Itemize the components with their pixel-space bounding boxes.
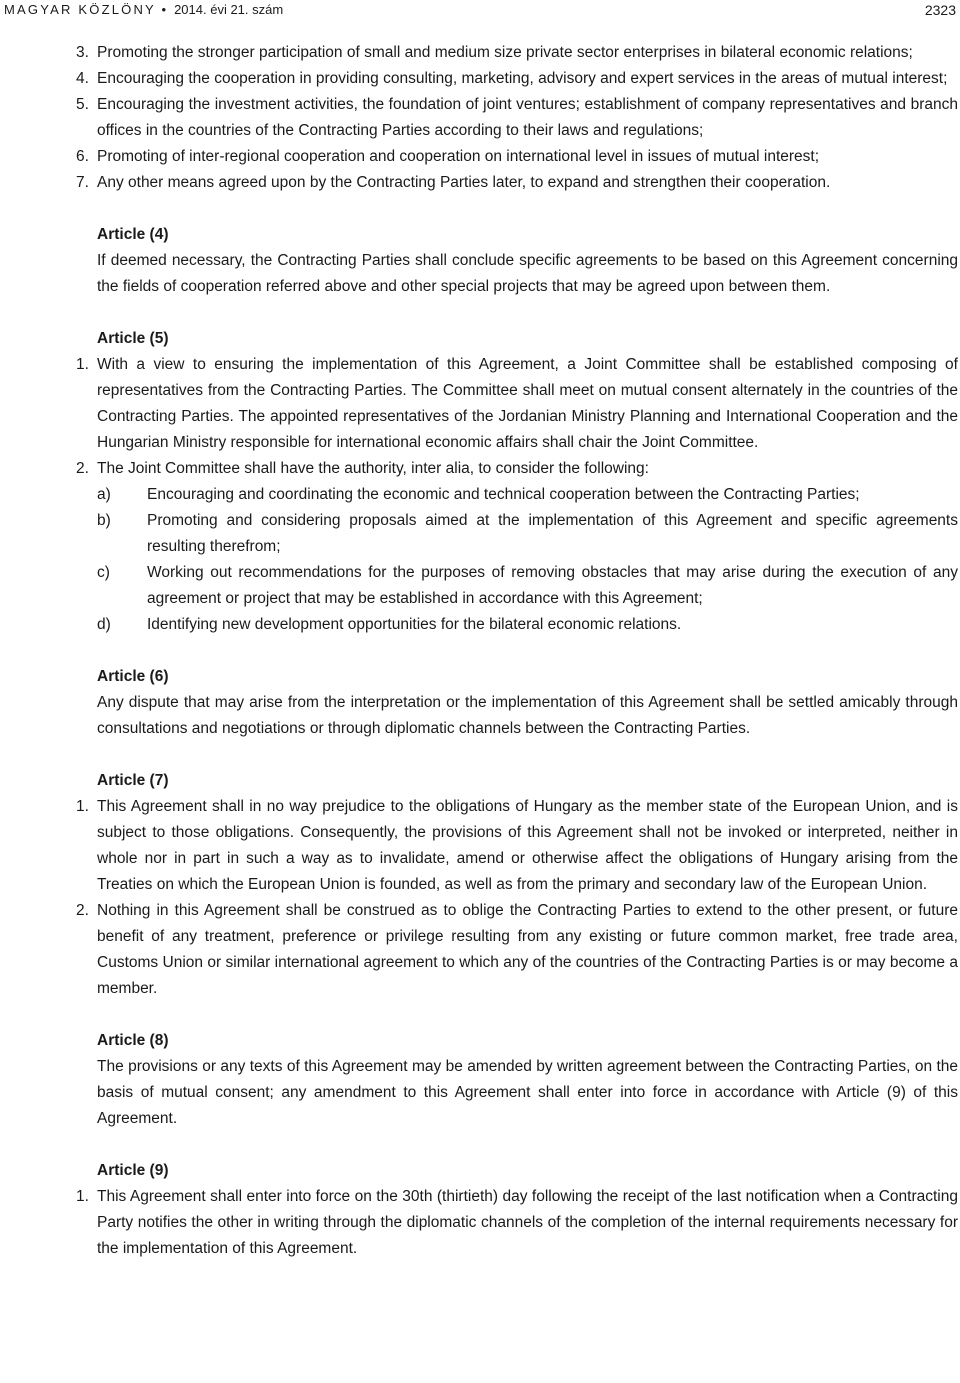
sub-item-text: Working out recommendations for the purposes of removing obstacles that may arise during the execution of any agreement or project that may be established in accordance with this Agreement;: [147, 564, 958, 607]
article-9: [0, 1158, 960, 1262]
item-text: This Agreement shall in no way prejudice to the obligations of Hungary as the member state of the European Union, and is subject to those obligations. Consequently, the provisions of this Agreement shall not be invoked or interpreted, neither in whole nor in part in such a way as to invalidate, amend or otherwise affect the obligations of Hungary arising from the Treaties on which the European Union is founded, as well as from the primary and secondary law of the European Union.: [97, 798, 958, 893]
article-6: [0, 664, 960, 742]
document-body: [0, 40, 960, 1262]
article-4: [0, 222, 960, 300]
item-number: 7.: [76, 174, 89, 191]
journal-title: MAGYAR KÖZLÖNY: [4, 2, 156, 17]
list-item: [0, 170, 960, 196]
item-text: Nothing in this Agreement shall be construed as to oblige the Contracting Parties to extend to the other present, or future benefit of any treatment, preference or privilege resulting from any existing or future common market, free trade area, Customs Union or similar international agreement to which any of the countries of the Contracting Parties is or may become a member.: [97, 902, 958, 997]
sub-item: [0, 508, 960, 560]
item-number: 2.: [76, 902, 89, 919]
sub-item-text: Identifying new development opportunities for the bilateral economic relations.: [147, 616, 682, 633]
article-heading: Article (7): [97, 772, 169, 789]
article-7: [0, 768, 960, 1002]
article-heading: Article (8): [97, 1032, 169, 1049]
item-number: 6.: [76, 148, 89, 165]
list-item: [0, 898, 960, 1002]
page-header: [0, 0, 960, 24]
issue-label: 2014. évi 21. szám: [174, 2, 284, 17]
cooperation-list: [0, 40, 960, 196]
item-text: Any other means agreed upon by the Contracting Parties later, to expand and strengthen their cooperation.: [97, 174, 831, 191]
sub-item: [0, 612, 960, 638]
sub-item-label: a): [97, 486, 111, 503]
item-text: Encouraging the investment activities, the foundation of joint ventures; establishment of company representatives and branch offices in the countries of the Contracting Parties according to their laws and regulations;: [97, 96, 958, 139]
list-item: [0, 1184, 960, 1262]
sub-item: [0, 482, 960, 508]
bullet-separator: •: [161, 2, 169, 17]
article-text: If deemed necessary, the Contracting Parties shall conclude specific agreements to be based on this Agreement concerning the fields of cooperation referred above and other special projects that may be agreed upon between them.: [97, 252, 958, 295]
article-5: [0, 326, 960, 638]
running-head: [4, 0, 283, 20]
list-item: [0, 66, 960, 92]
item-text: With a view to ensuring the implementation of this Agreement, a Joint Committee shall be established composing of representatives from the Contracting Parties. The Committee shall meet on mutual consent alternately in the countries of the Contracting Parties. The appointed representatives of the Jordanian Ministry Planning and International Cooperation and the Hungarian Ministry responsible for international economic affairs shall chair the Joint Committee.: [97, 356, 958, 451]
item-number: 3.: [76, 44, 89, 61]
item-text: Promoting of inter-regional cooperation and cooperation on international level in issues of mutual interest;: [97, 148, 820, 165]
article-heading: Article (4): [97, 226, 169, 243]
article-heading: Article (5): [97, 330, 169, 347]
item-number: 2.: [76, 460, 89, 477]
page-number: 2323: [924, 2, 956, 18]
list-item: [0, 456, 960, 482]
item-number: 5.: [76, 96, 89, 113]
sub-item-text: Encouraging and coordinating the economic and technical cooperation between the Contracting Parties;: [147, 486, 860, 503]
article-text: The provisions or any texts of this Agreement may be amended by written agreement between the Contracting Parties, on the basis of mutual consent; any amendment to this Agreement shall enter into force in accordance with Article (9) of this Agreement.: [97, 1058, 958, 1127]
list-item: [0, 40, 960, 66]
sub-item-label: c): [97, 564, 110, 581]
sub-item-label: d): [97, 616, 111, 633]
article-text: Any dispute that may arise from the interpretation or the implementation of this Agreement shall be settled amicably through consultations and negotiations or through diplomatic channels between the Contracting Parties.: [97, 694, 958, 737]
item-number: 1.: [76, 356, 89, 373]
list-item: [0, 144, 960, 170]
item-text: Promoting the stronger participation of small and medium size private sector enterprises in bilateral economic relations;: [97, 44, 913, 61]
item-text: The Joint Committee shall have the authority, inter alia, to consider the following:: [97, 460, 649, 477]
sub-item-text: Promoting and considering proposals aimed at the implementation of this Agreement and specific agreements resulting therefrom;: [147, 512, 958, 555]
sub-item: [0, 560, 960, 612]
item-number: 1.: [76, 1188, 89, 1205]
item-number: 4.: [76, 70, 89, 87]
item-text: Encouraging the cooperation in providing consulting, marketing, advisory and expert services in the areas of mutual interest;: [97, 70, 948, 87]
article-8: [0, 1028, 960, 1132]
list-item: [0, 794, 960, 898]
item-text: This Agreement shall enter into force on the 30th (thirtieth) day following the receipt of the last notification when a Contracting Party notifies the other in writing through the diplomatic channels of the completion of the internal requirements necessary for the implementation of this Agreement.: [97, 1188, 958, 1257]
article-heading: Article (6): [97, 668, 169, 685]
article-heading: Article (9): [97, 1162, 169, 1179]
item-number: 1.: [76, 798, 89, 815]
list-item: [0, 352, 960, 456]
list-item: [0, 92, 960, 144]
sub-item-label: b): [97, 512, 111, 529]
